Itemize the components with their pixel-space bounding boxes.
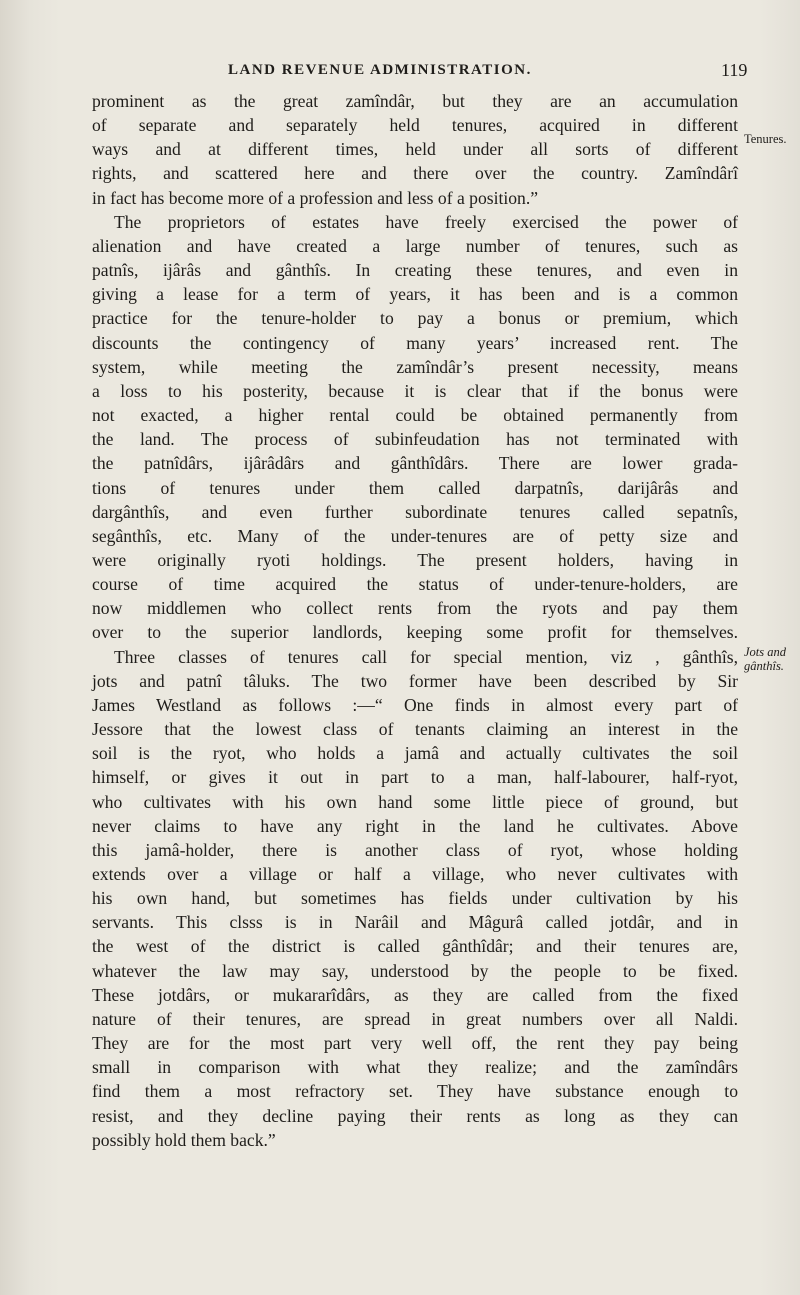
text-line: a loss to his posterity, because it is clear that if the bonus were: [92, 380, 738, 401]
text-line: whatever the law may say, understood by the people to be fixed.: [92, 960, 738, 981]
text-line: never claims to have any right in the land he cultivates. Above: [92, 815, 738, 836]
text-line: course of time acquired the status of under-tenure-holders, are: [92, 574, 738, 595]
text-line: alienation and have created a large number of tenures, such as: [92, 235, 738, 256]
text-line: Jessore that the lowest class of tenants claiming an interest in the: [92, 719, 738, 740]
text-line: small in comparison with what they realize; and the zamîndârs: [92, 1057, 738, 1078]
text-line: giving a lease for a term of years, it has been and is a common: [92, 284, 738, 305]
text-line: resist, and they decline paying their rents as long as they can: [92, 1105, 738, 1126]
text-line: segânthîs, etc. Many of the under-tenures are of petty size and: [92, 525, 738, 546]
running-title: LAND REVENUE ADMINISTRATION.: [228, 62, 532, 78]
text-line: tions of tenures under them called darpatnîs, darijârâs and: [92, 477, 738, 498]
text-line: They are for the most part very well off, the rent they pay being: [92, 1033, 738, 1054]
margin-note-jots-line-1: Jots and: [744, 645, 787, 659]
text-line: soil is the ryot, who holds a jamâ and actually cultivates the soil: [92, 743, 738, 764]
text-line: over to the superior landlords, keeping some profit for themselves.: [92, 622, 738, 643]
text-line: nature of their tenures, are spread in great numbers over all Naldi.: [92, 1008, 738, 1029]
text-line: find them a most refractory set. They have substance enough to: [92, 1081, 738, 1102]
text-line: the west of the district is called gânthîdâr; and their tenures are,: [92, 936, 738, 957]
text-line: himself, or gives it out in part to a man, half-labourer, half-ryot,: [92, 767, 738, 788]
text-line: prominent as the great zamîndâr, but they are an accumulation: [92, 91, 738, 111]
text-line: The proprietors of estates have freely exercised the power of: [114, 211, 738, 232]
text-line: the patnîdârs, ijârâdârs and gânthîdârs. There are lower grada-: [92, 453, 738, 474]
margin-note-jots-line-2: gânthîs.: [744, 659, 784, 673]
text-line: the land. The process of subinfeudation has not terminated with: [92, 429, 738, 450]
text-line: of separate and separately held tenures, acquired in different: [92, 115, 738, 136]
text-line: These jotdârs, or mukararîdârs, as they are called from the fixed: [92, 984, 738, 1005]
text-line: dargânthîs, and even further subordinate tenures called sepatnîs,: [92, 501, 738, 522]
text-line: extends over a village or half a village, who never cultivates with: [92, 864, 738, 884]
text-line: jots and patnî tâluks. The two former have been described by Sir: [92, 670, 738, 691]
text-line: servants. This clsss is in Narâil and Mâgurâ called jotdâr, and in: [92, 912, 738, 933]
text-line: rights, and scattered here and there over the country. Zamîndârî: [92, 163, 738, 184]
text-line: his own hand, but sometimes has fields under cultivation by his: [92, 888, 738, 909]
text-line: ways and at different times, held under all sorts of different: [92, 139, 738, 160]
text-line: system, while meeting the zamîndâr’s present necessity, means: [92, 356, 738, 377]
text-line: who cultivates with his own hand some little piece of ground, but: [92, 791, 738, 812]
body-text: [92, 89, 738, 1152]
text-line: discounts the contingency of many years’ increased rent. The: [92, 332, 738, 353]
margin-note-tenures: Tenures.: [744, 132, 787, 146]
text-line: Three classes of tenures call for special mention, viz , gânthîs,: [114, 646, 738, 667]
text-line: patnîs, ijârâs and gânthîs. In creating these tenures, and even in: [92, 260, 738, 281]
text-line: not exacted, a higher rental could be obtained permanently from: [92, 405, 738, 426]
page-number: 119: [721, 60, 748, 80]
text-line: were originally ryoti holdings. The present holders, having in: [92, 549, 738, 570]
text-line: possibly hold them back.”: [92, 1129, 276, 1150]
text-line: this jamâ-holder, there is another class of ryot, whose holding: [92, 839, 738, 860]
text-line: in fact has become more of a profession and less of a position.”: [92, 187, 539, 208]
text-line: practice for the tenure-holder to pay a bonus or premium, which: [92, 308, 738, 329]
text-line: James Westland as follows :—“ One finds in almost every part of: [92, 694, 738, 715]
text-line: now middlemen who collect rents from the ryots and pay them: [92, 598, 738, 619]
